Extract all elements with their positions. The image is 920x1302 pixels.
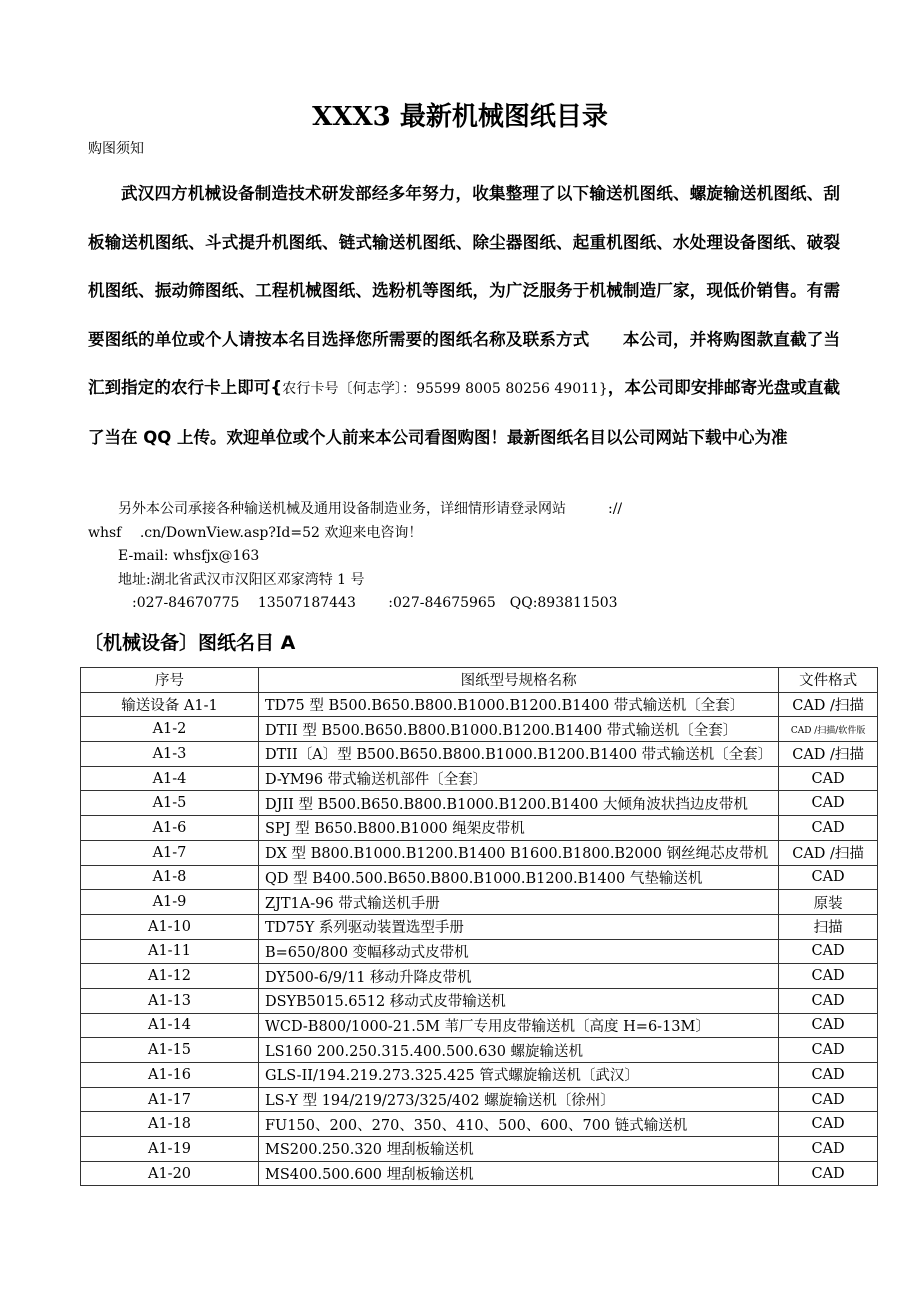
- cell-index: A1-5: [81, 791, 259, 816]
- phone-line: :027-84670775 13507187443 :027-84675965 QQ:893811503: [118, 595, 618, 611]
- table-header-row: [81, 668, 878, 693]
- cell-index: A1-7: [81, 840, 259, 865]
- table-row: [81, 717, 878, 742]
- table-row: [81, 766, 878, 791]
- table-row: [81, 914, 878, 939]
- table-row: [81, 1063, 878, 1088]
- table-row: [81, 816, 878, 841]
- cell-format: CAD: [779, 1063, 878, 1088]
- cell-format: CAD: [779, 1087, 878, 1112]
- table-row: [81, 988, 878, 1013]
- cell-index: A1-2: [81, 717, 259, 742]
- cell-name: DTII〔A〕型 B500.B650.B800.B1000.B1200.B1400 带式输送机〔全套〕: [259, 742, 779, 767]
- cell-index: A1-6: [81, 816, 259, 841]
- cell-index: A1-10: [81, 914, 259, 939]
- table-row: [81, 964, 878, 989]
- cell-format: CAD: [779, 766, 878, 791]
- cell-index: A1-15: [81, 1038, 259, 1063]
- cell-format: CAD: [779, 791, 878, 816]
- table-row: [81, 791, 878, 816]
- table-row: [81, 1112, 878, 1137]
- table-row: [81, 890, 878, 915]
- cell-index: A1-13: [81, 988, 259, 1013]
- table-row: [81, 1013, 878, 1038]
- intro-tail: ，本公司即安排邮寄光盘或直截了当在 QQ 上传。欢迎单位或个人前来本公司看图购图！最新图纸名目以公司网站下载中心为准: [88, 378, 841, 447]
- cell-format: CAD: [779, 865, 878, 890]
- cell-format: CAD: [779, 1013, 878, 1038]
- cell-format: CAD: [779, 1112, 878, 1137]
- header-name: 图纸型号规格名称: [259, 668, 779, 693]
- cell-name: FU150、200、270、350、410、500、600、700 链式输送机: [259, 1112, 779, 1137]
- cell-index: A1-14: [81, 1013, 259, 1038]
- cell-name: ZJT1A-96 带式输送机手册: [259, 890, 779, 915]
- cell-name: DJII 型 B500.B650.B800.B1000.B1200.B1400 大倾角波状挡边皮带机: [259, 791, 779, 816]
- cell-index: A1-12: [81, 964, 259, 989]
- cell-name: B=650/800 变幅移动式皮带机: [259, 939, 779, 964]
- cell-index: A1-4: [81, 766, 259, 791]
- notice-heading: 购图须知: [88, 141, 144, 157]
- cell-format: 扫描: [779, 914, 878, 939]
- table-row: [81, 865, 878, 890]
- table-row: [81, 1087, 878, 1112]
- header-format: 文件格式: [779, 668, 878, 693]
- contact-block: [88, 498, 840, 616]
- cell-format: CAD: [779, 939, 878, 964]
- cell-name: SPJ 型 B650.B800.B1000 绳架皮带机: [259, 816, 779, 841]
- address-line: 地址:湖北省武汉市汉阳区邓家湾特 1 号: [118, 571, 365, 588]
- cell-name: MS400.500.600 埋刮板输送机: [259, 1161, 779, 1186]
- cell-index: A1-20: [81, 1161, 259, 1186]
- cell-index: A1-17: [81, 1087, 259, 1112]
- cell-index: A1-19: [81, 1137, 259, 1162]
- bank-card-info: 农行卡号〔何志学〕：95599 8005 80256 49011}: [282, 381, 608, 397]
- cell-format: CAD /扫描: [779, 692, 878, 717]
- cell-format: CAD: [779, 964, 878, 989]
- cell-name: GLS-II/194.219.273.325.425 管式螺旋输送机〔武汉〕: [259, 1063, 779, 1088]
- cell-format: 原装: [779, 890, 878, 915]
- catalog-table: [80, 667, 878, 1186]
- cell-format: CAD: [779, 816, 878, 841]
- page-title: XXX3 最新机械图纸目录: [312, 102, 608, 132]
- cell-name: TD75Y 系列驱动装置选型手册: [259, 914, 779, 939]
- table-row: [81, 1038, 878, 1063]
- table-row: [81, 1137, 878, 1162]
- cell-index: A1-11: [81, 939, 259, 964]
- cell-name: D-YM96 带式输送机部件〔全套〕: [259, 766, 779, 791]
- cell-format: CAD /扫描: [779, 840, 878, 865]
- cell-name: MS200.250.320 埋刮板输送机: [259, 1137, 779, 1162]
- cell-index: A1-3: [81, 742, 259, 767]
- cell-index: A1-8: [81, 865, 259, 890]
- section-heading: 〔机械设备〕图纸名目 A: [84, 632, 296, 654]
- cell-name: LS160 200.250.315.400.500.630 螺旋输送机: [259, 1038, 779, 1063]
- email-line: E-mail: whsfjx@163: [118, 548, 260, 564]
- cell-name: LS-Y 型 194/219/273/325/402 螺旋输送机〔徐州〕: [259, 1087, 779, 1112]
- cell-format: CAD: [779, 1161, 878, 1186]
- intro-paragraph: [88, 170, 840, 462]
- website-line: whsf .cn/DownView.asp?Id=52 欢迎来电咨询！: [88, 524, 423, 541]
- cell-name: DY500-6/9/11 移动升降皮带机: [259, 964, 779, 989]
- table-row: [81, 1161, 878, 1186]
- business-line: 另外本公司承接各种输送机械及通用设备制造业务，详细情形请登录网站 ://: [118, 501, 623, 517]
- table-row: [81, 692, 878, 717]
- intro-main: 武汉四方机械设备制造技术研发部经多年努力，收集整理了以下输送机图纸、螺旋输送机图纸、刮板输送机图纸、斗式提升机图纸、链式输送机图纸、除尘器图纸、起重机图纸、水处理设备图纸、破裂机图纸、振动筛图纸、工程机械图纸、选粉机等图纸，为广泛服务于机械制造厂家，现低价销售。有需要图纸的单位或个人请按本名目选择您所需要的图纸名称及联系方式 本公司，并将购图款直截了当汇到指定的农行卡上即可{: [88, 184, 840, 397]
- cell-name: QD 型 B400.500.B650.B800.B1000.B1200.B1400 气垫输送机: [259, 865, 779, 890]
- cell-name: TD75 型 B500.B650.B800.B1000.B1200.B1400 带式输送机〔全套〕: [259, 692, 779, 717]
- cell-format: CAD: [779, 1137, 878, 1162]
- table-row: [81, 742, 878, 767]
- cell-index: A1-18: [81, 1112, 259, 1137]
- cell-format: CAD /扫描: [779, 742, 878, 767]
- cell-name: DTII 型 B500.B650.B800.B1000.B1200.B1400 带式输送机〔全套〕: [259, 717, 779, 742]
- cell-format: CAD: [779, 1038, 878, 1063]
- cell-name: WCD-B800/1000-21.5M 苇厂专用皮带输送机〔高度 H=6-13M〕: [259, 1013, 779, 1038]
- cell-index: A1-9: [81, 890, 259, 915]
- cell-format: CAD /扫描/软件版: [779, 717, 878, 742]
- cell-format: CAD: [779, 988, 878, 1013]
- table-row: [81, 840, 878, 865]
- cell-index: 输送设备 A1-1: [81, 692, 259, 717]
- cell-name: DX 型 B800.B1000.B1200.B1400 B1600.B1800.B2000 钢丝绳芯皮带机: [259, 840, 779, 865]
- header-index: 序号: [81, 668, 259, 693]
- cell-name: DSYB5015.6512 移动式皮带输送机: [259, 988, 779, 1013]
- table-row: [81, 939, 878, 964]
- cell-index: A1-16: [81, 1063, 259, 1088]
